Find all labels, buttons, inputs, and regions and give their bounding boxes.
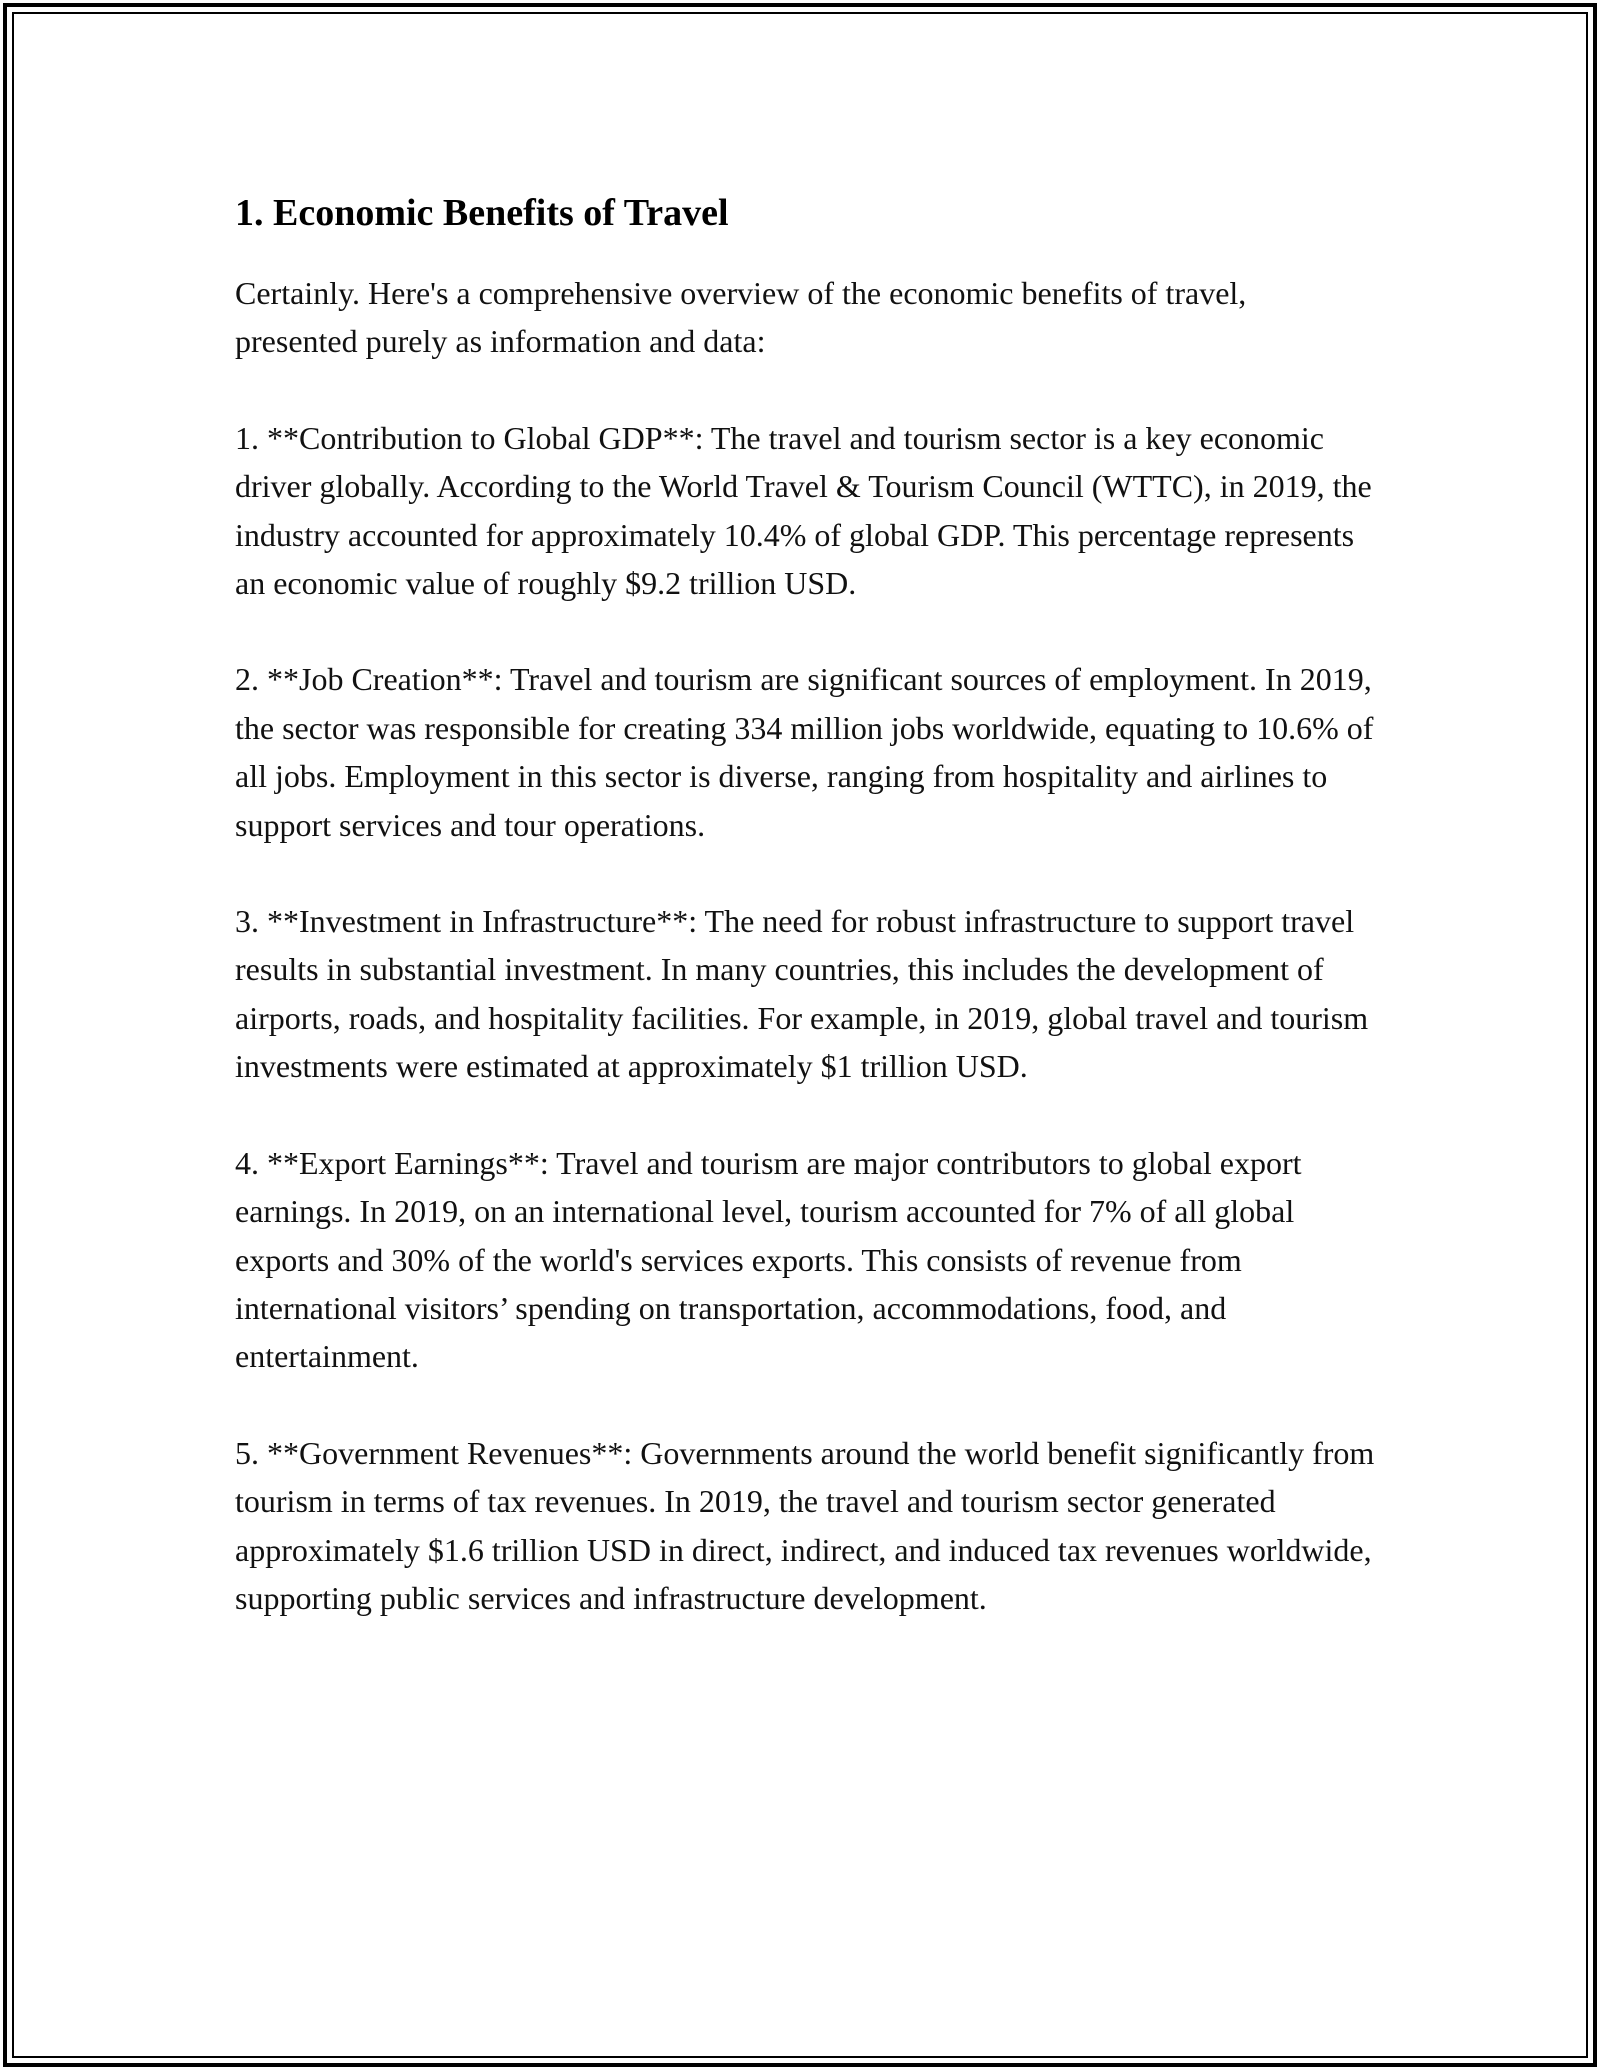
document-body bbox=[235, 186, 1375, 1670]
point-government-revenues: 5. **Government Revenues**: Governments around the world benefit significantly from tourism in terms of tax revenues. In 2019, the travel and tourism sector generated approximately $1.6 trillion USD in direct, indirect, and induced tax revenues worldwide, supporting public services and infrastructure development. bbox=[235, 1434, 1375, 1616]
intro-paragraph: Certainly. Here's a comprehensive overview of the economic benefits of travel, presented purely as information and data: bbox=[235, 275, 1247, 360]
point-gdp: 1. **Contribution to Global GDP**: The travel and tourism sector is a key economic driver globally. According to the World Travel & Tourism Council (WTTC), in 2019, the industry accounted for approximately 10.4% of global GDP. This percentage represents an economic value of roughly $9.2 trillion USD. bbox=[235, 419, 1372, 602]
point-export-earnings: 4. **Export Earnings**: Travel and tourism are major contributors to global export earnings. In 2019, on an international level, tourism accounted for 7% of all global exports and 30% of the world's services exports. This consists of revenue from international visitors’ spending on transportation, accommodations, food, and entertainment. bbox=[235, 1144, 1302, 1375]
point-job-creation: 2. **Job Creation**: Travel and tourism are significant sources of employment. In 2019, the sector was responsible for creating 334 million jobs worldwide, equating to 10.6% of all jobs. Employment in this sector is diverse, ranging from hospitality and airlines to support services and tour operations. bbox=[235, 661, 1374, 843]
point-infrastructure: 3. **Investment in Infrastructure**: The need for robust infrastructure to support travel results in substantial investment. In many countries, this includes the development of airports, roads, and hospitality facilities. For example, in 2019, global travel and tourism investments were estimated at approximately $1 trillion USD. bbox=[235, 903, 1369, 1085]
section-heading: 1. Economic Benefits of Travel bbox=[235, 192, 729, 234]
